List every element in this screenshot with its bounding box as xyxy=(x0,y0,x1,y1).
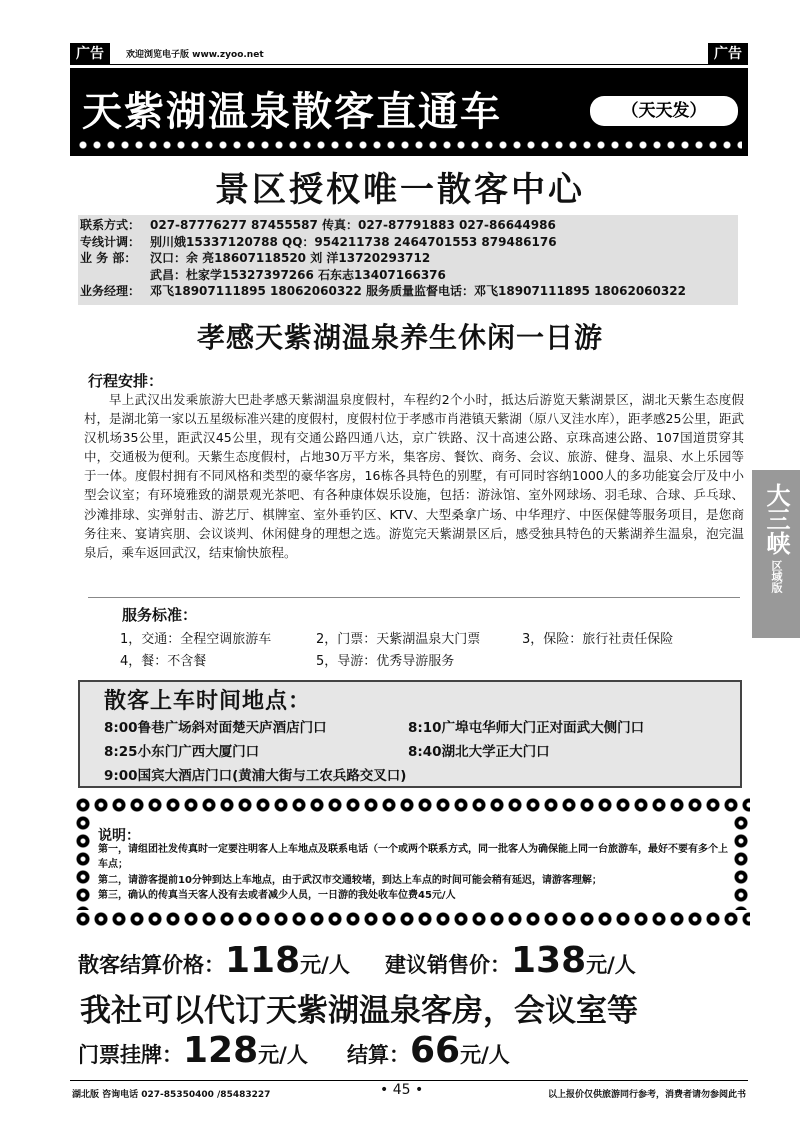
ticket-settle-value: 66 xyxy=(409,1030,461,1071)
pickup-stop: 9:00国宾大酒店门口(黄浦大街与工农兵路交叉口) xyxy=(104,768,407,784)
ticket-unit: 元/人 xyxy=(258,1043,308,1067)
contact-row: 专线计调： 别川娥15337120788 QQ：954211738 2464701553 879486176 xyxy=(80,234,557,249)
contact-row: 业 务 部： 汉口：余 亮18607118520 刘 洋13720293712 xyxy=(80,251,431,265)
contact-row: 联系方式： 027-87776277 87455587 传真：027-87791883 027-86644986 xyxy=(80,218,556,232)
settle-unit: 元/人 xyxy=(300,953,350,977)
side-tab-subtitle: 区域版 xyxy=(770,560,783,593)
pickup-stop: 8:40湖北大学正大门口 xyxy=(408,744,550,760)
service-row: 4，餐：不含餐 5，导游：优秀导游服务 xyxy=(120,654,455,669)
suggest-unit: 元/人 xyxy=(586,953,636,977)
side-section-tab xyxy=(752,470,800,638)
pickup-stop: 8:00鲁巷广场斜对面楚天庐酒店门口 xyxy=(104,720,327,736)
footer-divider xyxy=(70,1080,748,1081)
flower-border-right xyxy=(732,814,750,910)
price-line xyxy=(78,940,748,981)
banner-title: 天紫湖温泉散客直通车 xyxy=(82,89,502,135)
footer-disclaimer: 以上报价仅供旅游同行参考，消费者请勿参阅此书 xyxy=(547,1090,746,1100)
page-subtitle: 景区授权唯一散客中心 xyxy=(215,170,585,210)
note-item: 第三，确认的传真当天客人没有去或者减少人员，一日游的我处收车位费45元/人 xyxy=(98,890,456,901)
settle-label: 散客结算价格： xyxy=(78,953,225,977)
service-label: 服务标准： xyxy=(122,606,198,624)
flower-border-bottom xyxy=(74,910,750,928)
itinerary-label: 行程安排： xyxy=(88,372,164,390)
contact-box xyxy=(78,215,738,305)
suggest-value: 138 xyxy=(510,940,587,981)
booking-note: 我社可以代订天紫湖温泉客房，会议室等 xyxy=(80,993,638,1029)
site-url-text: 欢迎浏览电子版 www.zyoo.net xyxy=(126,50,264,60)
ad-tag-left: 广告 xyxy=(70,43,110,65)
pickup-stop: 8:25小东门广西大厦门口 xyxy=(104,744,260,760)
tour-title: 孝感天紫湖温泉养生休闲一日游 xyxy=(196,321,603,354)
notes-label: 说明： xyxy=(98,828,140,844)
flower-border-left xyxy=(74,814,92,910)
contact-row: 业务经理： 邓飞18907111895 18062060322 服务质量监督电话：邓飞18907111895 18062060322 xyxy=(80,284,686,298)
note-item: 第一，请组团社发传真时一定要注明客人上车地点及联系电话（一个或两个联系方式，同一批客人为确保能上同一台旅游车，最好不要有多个上车点； xyxy=(98,844,728,870)
banner-subtitle-badge: （天天发） xyxy=(590,96,738,126)
footer-hotline: 湖北版 咨询电话 027-85350400 /85483227 xyxy=(72,1090,271,1100)
pickup-title: 散客上车时间地点： xyxy=(104,689,312,714)
pickup-stop: 8:10广埠屯华师大门正对面武大侧门口 xyxy=(408,720,645,736)
suggest-label: 建议销售价： xyxy=(384,953,511,977)
ticket-value: 128 xyxy=(183,1030,259,1071)
note-item: 第二，请游客提前10分钟到达上车地点，由于武汉市交通较堵，到达上车点的时间可能会稍有延迟，请游客理解； xyxy=(98,875,602,886)
flower-border-top xyxy=(74,796,750,814)
itinerary-body: 早上武汉出发乘旅游大巴赴孝感天紫湖温泉度假村，车程约2个小时，抵达后游览天紫湖景区，湖北天紫生态度假村，是湖北第一家以五星级标准兴建的度假村，度假村位于孝感市肖港镇天紫湖（原八叉洼水库），距孝感25公里，距武汉机场35公里，距武汉45公里，现有交通公路四通八达，京广铁路、汉十高速公路、京珠高速公路、107国道贯穿其中，交通极为便利。天紫生态度假村，占地30万平方米，集客房、餐饮、商务、会议、旅游、健身、温泉、水上乐园等于一体。度假村拥有不同风格和类型的豪华客房，16栋各具特色的别墅，有可同时容纳1000人的多功能宴会厅及中小型会议室；有环境雅致的湖景观光茶吧、有各种康体娱乐设施，包括：游泳馆、室外网球场、羽毛球、合球、乒乓球、沙滩排球、实弹射击、游艺厅、棋牌室、室外垂钓区、KTV、大型桑拿广场、中华理疗、中医保健等服务项目，是您商务往来、宴请宾朋、会议谈判、休闲健身的理想之选。游览完天紫湖景区后，感受独具特色的天紫湖养生温泉，泡完温泉后，乘车返回武汉，结束愉快旅程。 xyxy=(84,392,744,560)
ticket-settle-label: 结算： xyxy=(346,1043,410,1067)
settle-value: 118 xyxy=(225,940,301,981)
ticket-label: 门票挂牌： xyxy=(78,1043,183,1067)
ad-tag-right: 广告 xyxy=(708,43,748,65)
side-tab-title: 大三峡 xyxy=(762,483,790,555)
page-number: • 45 • xyxy=(380,1082,424,1098)
header-divider xyxy=(70,64,748,65)
contact-row: 武昌：杜家学15327397266 石东志13407166376 xyxy=(150,267,446,282)
title-banner xyxy=(70,68,748,156)
banner-scallop-border xyxy=(76,138,742,152)
ticket-line xyxy=(78,1030,510,1071)
service-row: 1，交通：全程空调旅游车 2，门票：天紫湖温泉大门票 3，保险：旅行社责任保险 xyxy=(120,632,674,647)
ticket-settle-unit: 元/人 xyxy=(460,1043,510,1067)
